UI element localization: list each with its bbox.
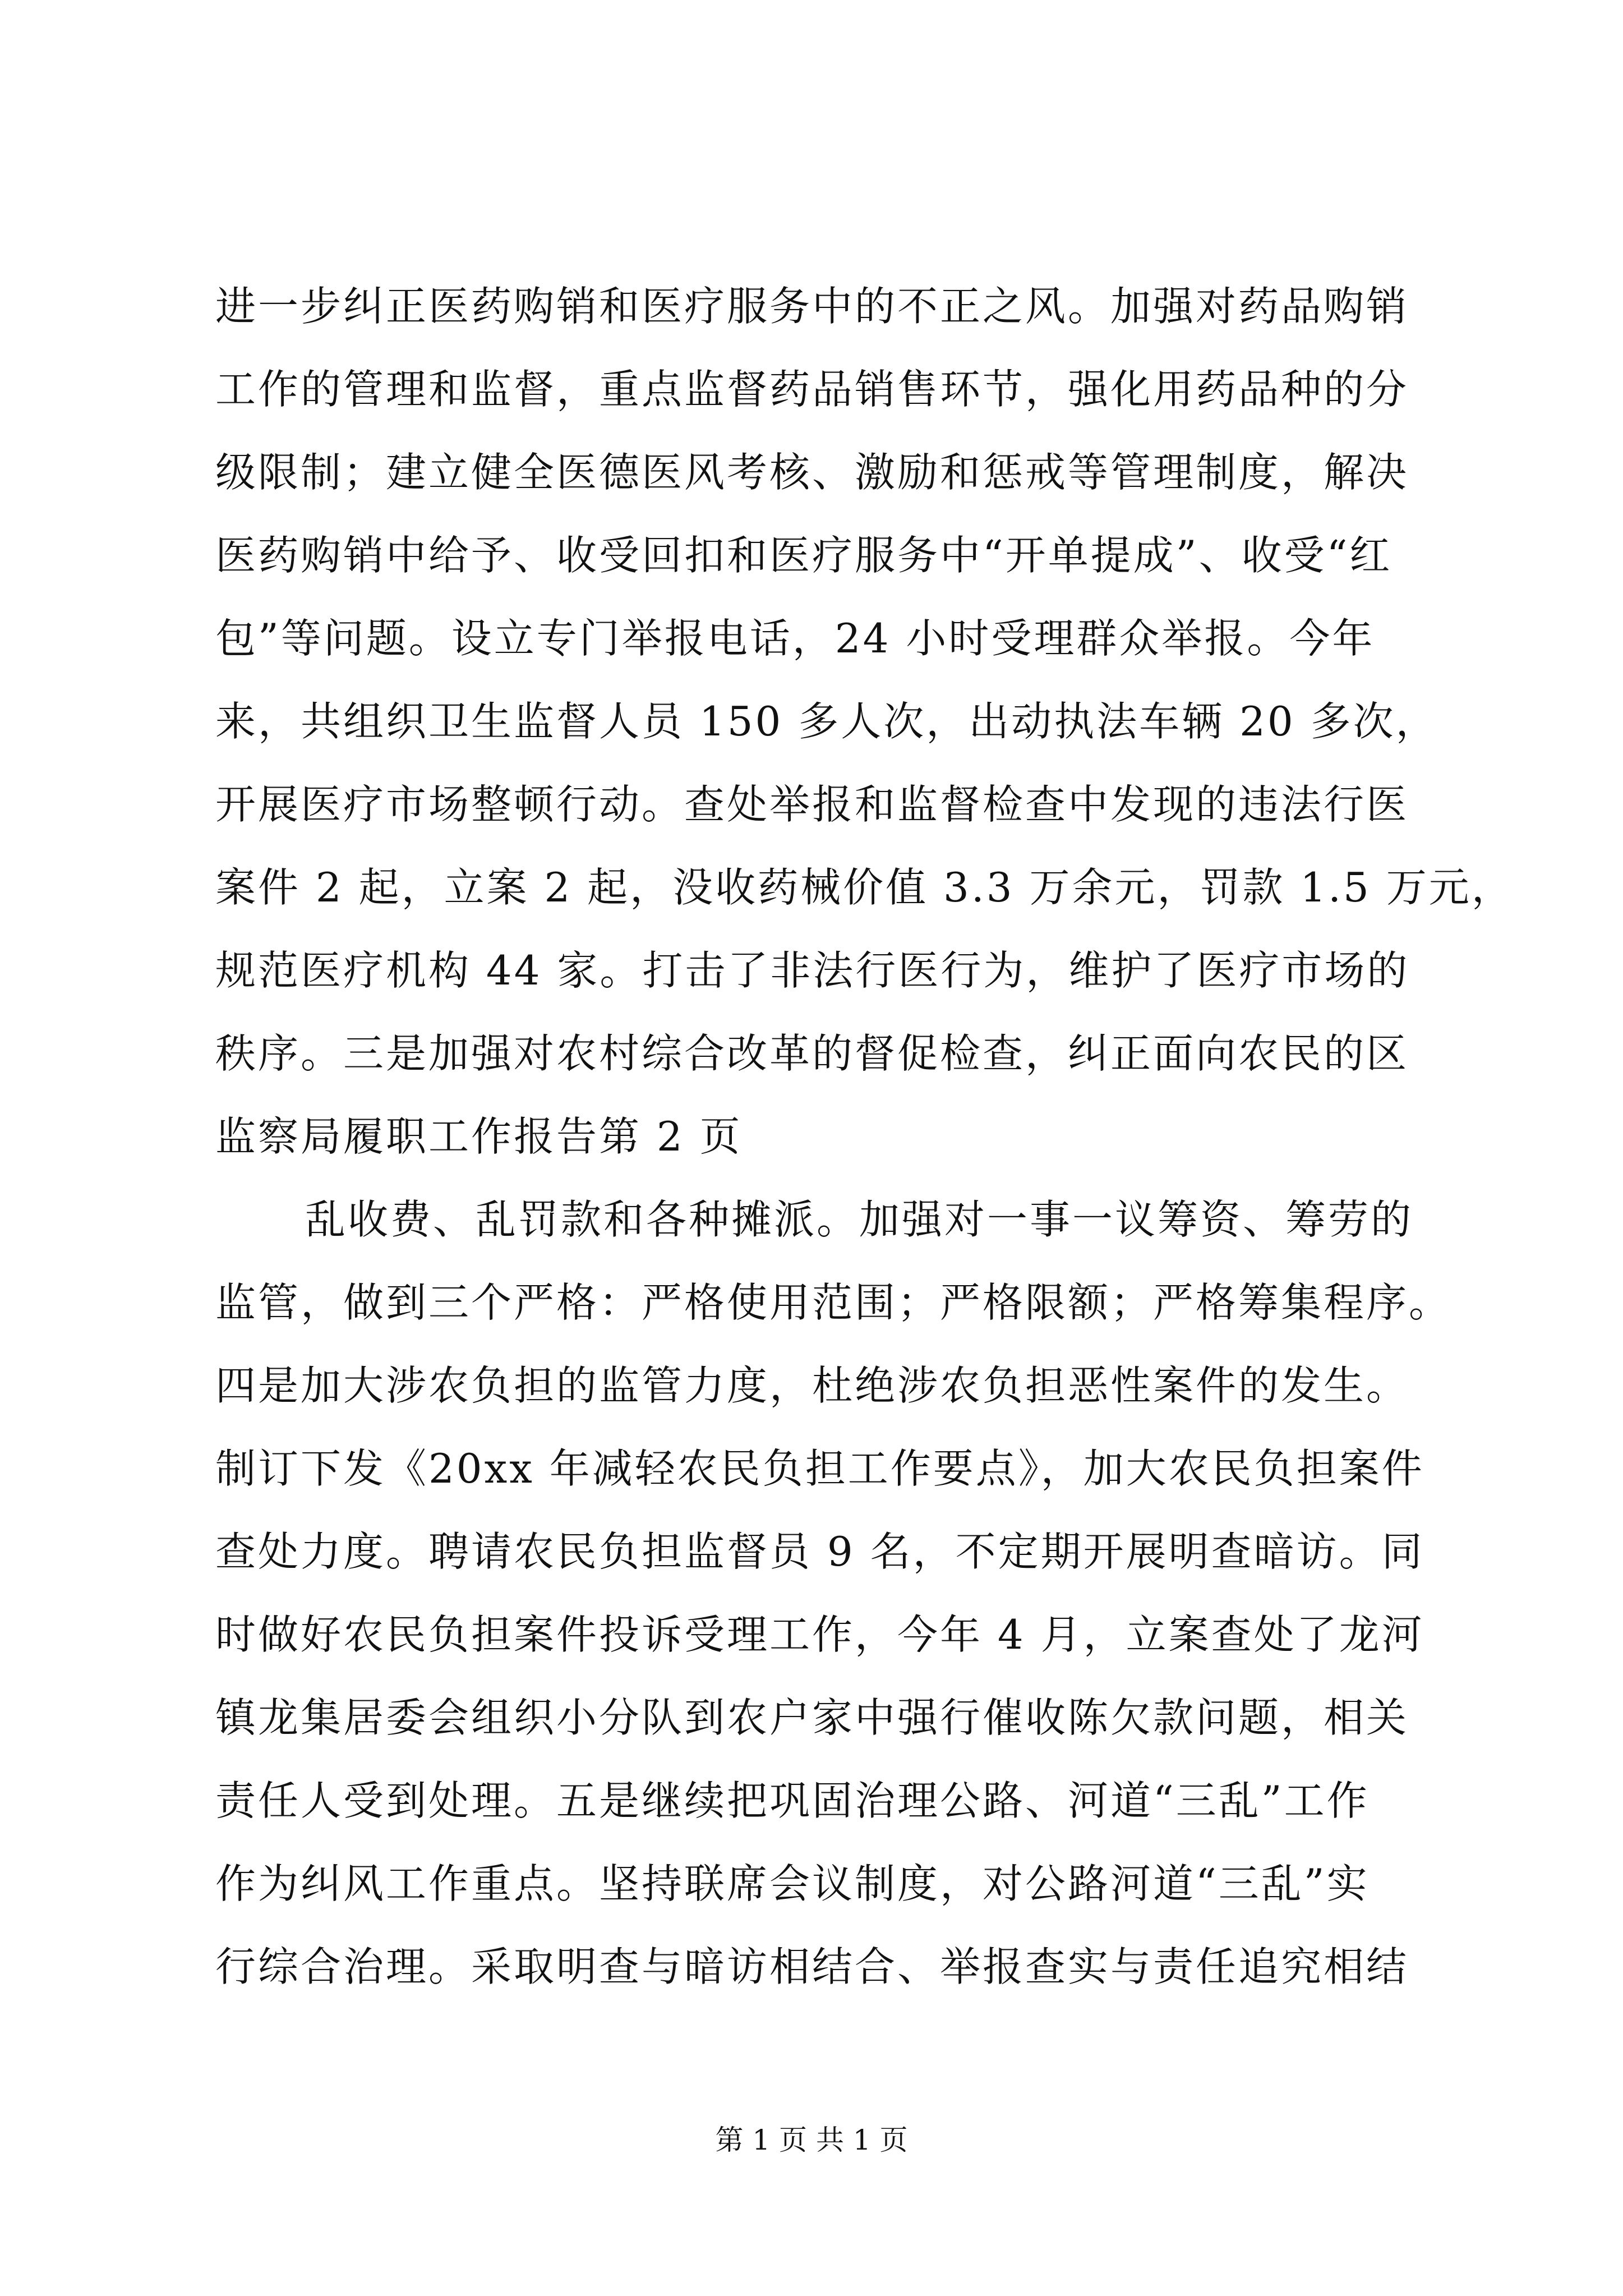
text-line: 工作的管理和监督，重点监督药品销售环节，强化用药品种的分 bbox=[215, 366, 1409, 413]
text-line: 镇龙集居委会组织小分队到农户家中强行催收陈欠款问题，相关 bbox=[215, 1694, 1409, 1741]
text-line: 时做好农民负担案件投诉受理工作，今年 4 月，立案查处了龙河 bbox=[215, 1611, 1424, 1658]
text-line: 医药购销中给予、收受回扣和医疗服务中“开单提成”、收受“红 bbox=[215, 532, 1393, 579]
text-line: 规范医疗机构 44 家。打击了非法行医行为，维护了医疗市场的 bbox=[215, 947, 1410, 994]
text-line: 来，共组织卫生监督人员 150 多人次，出动执法车辆 20 多次， bbox=[215, 698, 1438, 745]
page-number: 第 1 页 共 1 页 bbox=[715, 2124, 908, 2156]
text-line: 制订下发《20xx 年减轻农民负担工作要点》，加大农民负担案件 bbox=[215, 1445, 1424, 1492]
page-footer bbox=[0, 2123, 1623, 2157]
document-body bbox=[215, 265, 1514, 2008]
paragraph-start-line: 乱收费、乱罚款和各种摊派。加强对一事一议筹资、筹劳的 bbox=[305, 1196, 1414, 1243]
text-line: 四是加大涉农负担的监管力度，杜绝涉农负担恶性案件的发生。 bbox=[215, 1362, 1409, 1409]
text-line: 开展医疗市场整顿行动。查处举报和监督检查中发现的违法行医 bbox=[215, 781, 1409, 828]
text-line: 监察局履职工作报告第 2 页 bbox=[215, 1113, 743, 1160]
text-line: 责任人受到处理。五是继续把巩固治理公路、河道“三乱”工作 bbox=[215, 1777, 1370, 1824]
text-line: 进一步纠正医药购销和医疗服务中的不正之风。加强对药品购销 bbox=[215, 283, 1409, 330]
text-line: 查处力度。聘请农民负担监督员 9 名，不定期开展明查暗访。同 bbox=[215, 1528, 1424, 1575]
text-line: 秩序。三是加强对农村综合改革的督促检查，纠正面向农民的区 bbox=[215, 1030, 1409, 1077]
text-line: 级限制；建立健全医德医风考核、激励和惩戒等管理制度，解决 bbox=[215, 449, 1409, 496]
text-line: 监管，做到三个严格：严格使用范围；严格限额；严格筹集程序。 bbox=[215, 1279, 1452, 1326]
text-line: 包”等问题。设立专门举报电话，24 小时受理群众举报。今年 bbox=[215, 615, 1375, 662]
text-line: 行综合治理。采取明查与暗访相结合、举报查实与责任追究相结 bbox=[215, 1943, 1409, 1990]
text-line: 作为纠风工作重点。坚持联席会议制度，对公路河道“三乱”实 bbox=[215, 1860, 1370, 1907]
text-line: 案件 2 起，立案 2 起，没收药械价值 3.3 万余元，罚款 1.5 万元， bbox=[215, 864, 1514, 911]
